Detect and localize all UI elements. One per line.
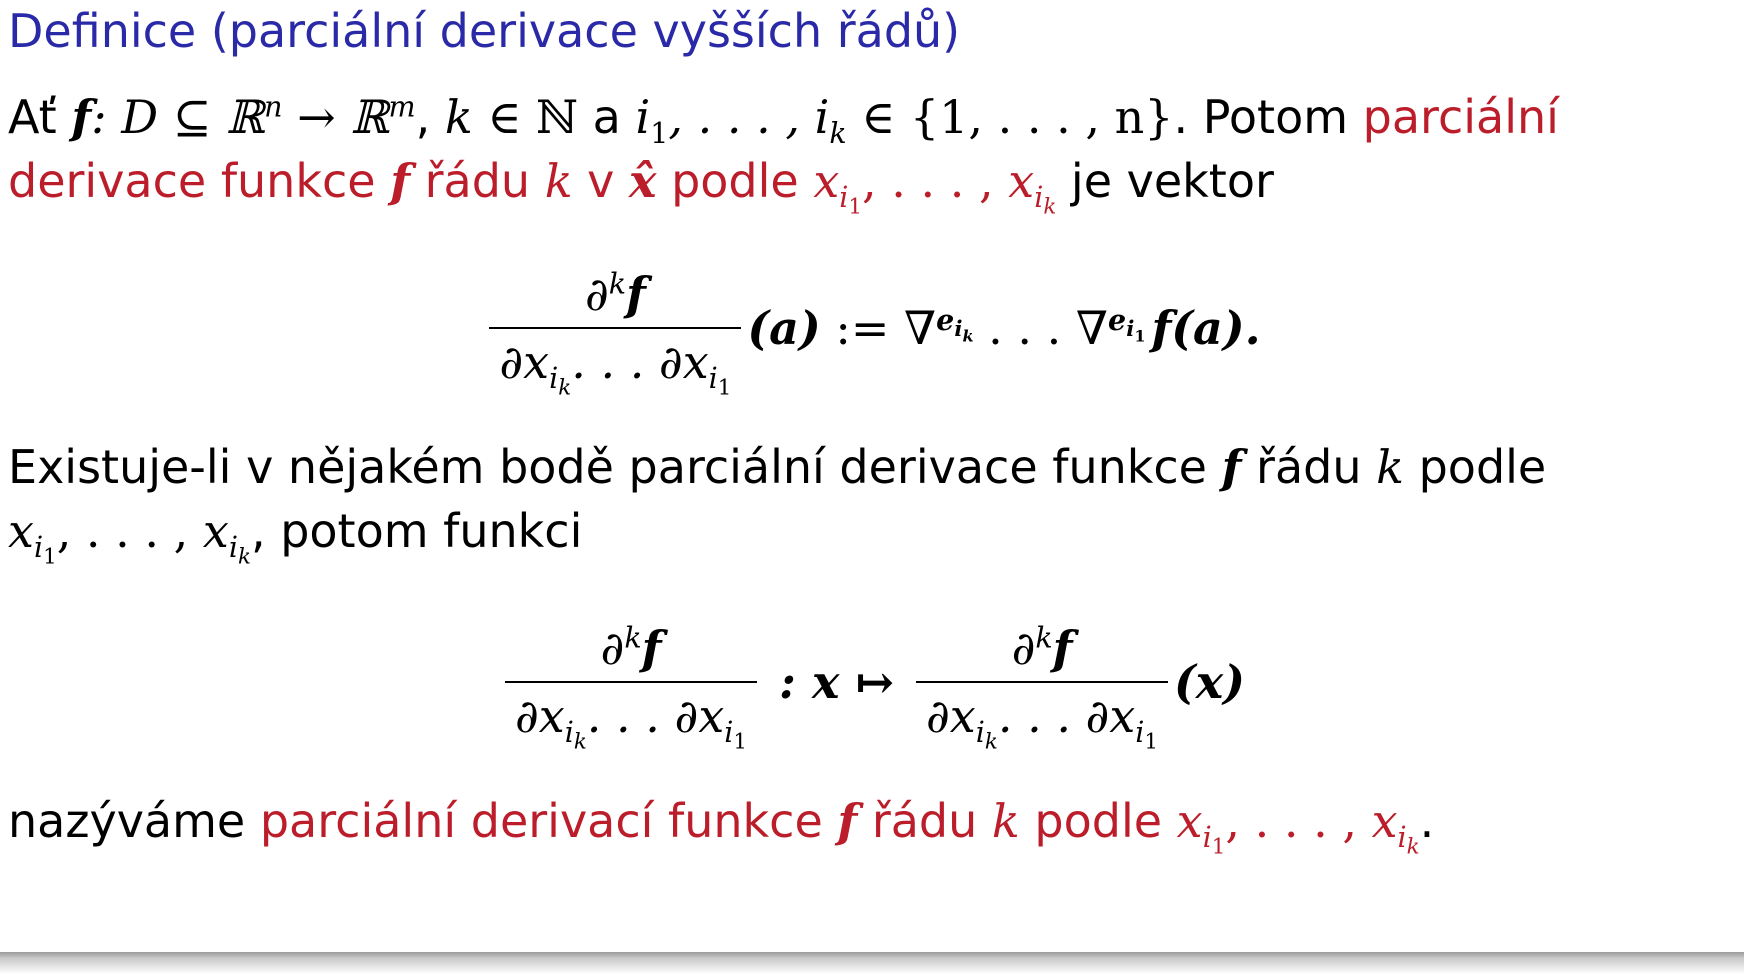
- eq2-den-sub-i2: i: [724, 716, 734, 750]
- eq2-den-sub-1: 1: [733, 729, 747, 755]
- text-a: a: [578, 90, 636, 144]
- p3-sub-i: i: [1202, 821, 1212, 855]
- term-radu: řádu: [409, 154, 545, 208]
- paragraph-2: [8, 432, 1546, 502]
- p2-text: Existuje-li v nějakém bodě parciální derivace funkce: [8, 440, 1222, 494]
- p2-xk: x: [202, 504, 229, 558]
- eq2b-den-sub-i2: i: [1135, 716, 1145, 750]
- eq2-den-sub-k: k: [573, 729, 587, 755]
- equation-2: [0, 612, 1744, 755]
- fraction-2a: [505, 621, 757, 755]
- term-parcialni: parciální: [1362, 90, 1559, 144]
- den-part-1: ∂x: [499, 335, 550, 389]
- domain-expr: : D ⊆ ℝ: [91, 90, 265, 144]
- comma: ,: [415, 90, 445, 144]
- eq2-maps: : x ↦: [763, 655, 911, 709]
- definition-paragraph-1: [8, 82, 1559, 152]
- function-f: f: [71, 90, 92, 144]
- num-k: k: [608, 267, 627, 301]
- p2-tail: , potom funkci: [250, 504, 583, 558]
- term-derivace-funkce: derivace funkce: [8, 154, 391, 208]
- p2-radu: řádu: [1241, 440, 1377, 494]
- p3-nazyvame: nazýváme: [8, 794, 260, 848]
- den-part-2: . . . ∂x: [571, 335, 709, 389]
- index-set: ∈ {1, . . . , n}: [846, 90, 1174, 144]
- eq2-den-1: ∂x: [514, 689, 565, 743]
- eq2b-den-2: . . . ∂x: [997, 689, 1136, 743]
- nabla2-sub-1: 1: [1134, 326, 1146, 346]
- var-x: x: [813, 154, 840, 208]
- sup-n: n: [264, 90, 283, 124]
- sub-1: 1: [650, 117, 669, 151]
- term-f: f: [390, 154, 410, 208]
- sub-k: k: [829, 117, 847, 151]
- p2-x1: x: [8, 504, 34, 558]
- sub-sub-k: k: [1043, 194, 1057, 220]
- sup-m: m: [388, 90, 416, 124]
- eq2-den-sub-i: i: [564, 716, 574, 750]
- fraction-2b: [916, 621, 1168, 755]
- p3-xk: x: [1371, 794, 1398, 848]
- p2-sub-1: 1: [43, 544, 57, 570]
- sub-i: i: [839, 181, 849, 215]
- p3-term: parciální derivací funkce: [259, 794, 838, 848]
- eq2b-num-f: f: [1052, 621, 1073, 675]
- eq1-tail: f(a).: [1151, 301, 1261, 355]
- p2-sub-i-k: i: [228, 531, 238, 565]
- p2-podle: podle: [1403, 440, 1547, 494]
- p2-sub-k: k: [238, 544, 251, 570]
- paragraph-3: [8, 786, 1435, 860]
- p3-sub-k: k: [1406, 834, 1420, 860]
- p3-k: k: [991, 794, 1020, 848]
- eq2b-den-sub-k: k: [984, 729, 998, 755]
- index-i: i: [635, 90, 651, 144]
- p3-sub-1: 1: [1211, 834, 1226, 860]
- codomain-expr: → ℝ: [282, 90, 389, 144]
- text-potom: . Potom: [1173, 90, 1363, 144]
- eq2b-den-1: ∂x: [926, 689, 976, 743]
- var-x-k: x: [1008, 154, 1035, 208]
- den-sub-i: i: [549, 362, 559, 396]
- partial-symbol: ∂: [584, 267, 609, 321]
- eq2b-den-sub-i: i: [975, 716, 985, 750]
- bottom-shadow-divider: [0, 952, 1744, 976]
- term-podle: podle: [656, 154, 814, 208]
- var-k: k: [444, 90, 473, 144]
- p2-k: k: [1376, 440, 1404, 494]
- den-sub-i-2: i: [708, 362, 718, 396]
- den-sub-k: k: [558, 375, 572, 401]
- eq2-num-f: f: [641, 621, 662, 675]
- eq2b-num-k: k: [1035, 621, 1053, 655]
- term-xhat: x̂: [629, 154, 657, 208]
- den-sub-1: 1: [717, 375, 732, 401]
- definition-title: Definice (parciální derivace vyšších řádů): [8, 4, 961, 58]
- eq1-arg: (a): [747, 301, 821, 355]
- nabla-sub-i: i: [954, 317, 963, 343]
- eq2-partial: ∂: [600, 621, 625, 675]
- eq2b-den-sub-1: 1: [1144, 729, 1159, 755]
- p3-sub-i-k: i: [1397, 821, 1407, 855]
- eq2-num-k: k: [624, 621, 642, 655]
- p2-sub-i: i: [33, 531, 44, 565]
- p2-f: f: [1221, 440, 1242, 494]
- sub-sub-1: 1: [848, 194, 863, 220]
- p2-sep: , . . . ,: [56, 504, 203, 558]
- eq1-assign: := ∇: [820, 301, 937, 355]
- nabla-sub-e: e: [936, 302, 955, 337]
- p3-sep: , . . . ,: [1225, 794, 1372, 848]
- definition-paragraph-1-line-2: [8, 146, 1274, 220]
- paragraph-2-line-2: [8, 496, 583, 570]
- equation-1: [0, 258, 1744, 401]
- term-k: k: [544, 154, 573, 208]
- nabla-sub-k: k: [962, 326, 974, 346]
- in-naturals: ∈ ℕ: [472, 90, 579, 144]
- fraction-1: [489, 267, 741, 401]
- p3-podle: podle: [1019, 794, 1177, 848]
- eq2-den-2: . . . ∂x: [586, 689, 725, 743]
- nabla2-sub-e: e: [1108, 302, 1127, 337]
- num-f: f: [626, 267, 646, 321]
- p3-x1: x: [1176, 794, 1203, 848]
- term-v: v: [572, 154, 630, 208]
- index-tail: , . . . , i: [668, 90, 830, 144]
- sep: , . . . ,: [862, 154, 1009, 208]
- text-je-vektor: je vektor: [1056, 154, 1274, 208]
- p3-f: f: [837, 794, 858, 848]
- eq2-arg: (x): [1174, 655, 1245, 709]
- nabla2-sub-i: i: [1126, 317, 1135, 343]
- sub-i-k: i: [1034, 181, 1044, 215]
- eq1-dots: . . . ∇: [973, 301, 1109, 355]
- p3-radu: řádu: [857, 794, 992, 848]
- text-at: Ať: [8, 90, 57, 144]
- eq2b-partial: ∂: [1011, 621, 1036, 675]
- p3-end: .: [1419, 794, 1435, 848]
